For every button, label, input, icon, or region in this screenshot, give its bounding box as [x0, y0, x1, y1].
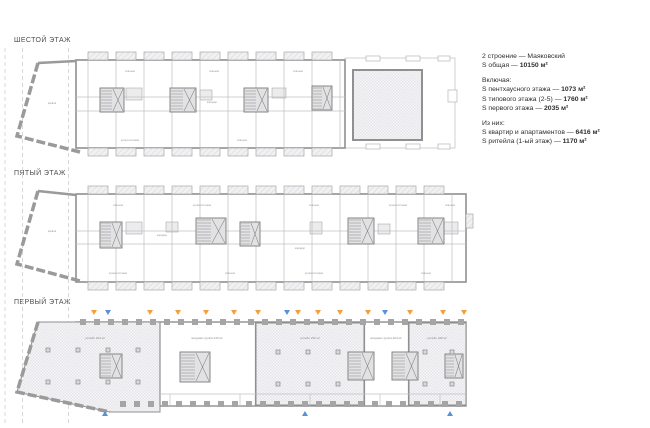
stair-flight — [101, 355, 111, 377]
room-label: кухня-гостиная — [304, 272, 324, 275]
balcony-bay — [424, 186, 444, 194]
balcony-bay — [284, 282, 304, 290]
column — [276, 382, 280, 386]
stair-flight — [181, 353, 195, 381]
column — [306, 382, 310, 386]
facade-pier — [316, 401, 322, 407]
annex-top-wall — [38, 61, 76, 63]
facade-pier — [416, 319, 422, 325]
info-line: S первого этажа — 2035 м² — [482, 104, 569, 112]
facade-pier — [260, 401, 266, 407]
balcony-bay — [228, 282, 248, 290]
balcony-bay — [228, 52, 248, 60]
floor5-annex-walls — [17, 191, 80, 281]
balcony-bay — [116, 186, 136, 194]
facade-pier — [444, 319, 450, 325]
facade-pier — [148, 401, 154, 407]
balcony-bay — [256, 52, 276, 60]
room-label: спальня — [237, 139, 247, 142]
entrance-marker-orange — [295, 310, 301, 315]
column — [106, 380, 110, 384]
info-line: S типового этажа (2-5) — 1760 м² — [482, 95, 588, 103]
room-label: коридор — [207, 101, 217, 104]
room-label: спальня — [113, 204, 123, 207]
balcony-bay — [424, 282, 444, 290]
column — [76, 348, 80, 352]
balcony-bay — [368, 186, 388, 194]
facade-pier — [190, 401, 196, 407]
entrance-marker-orange — [440, 310, 446, 315]
floor6-label: ШЕСТОЙ ЭТАЖ — [14, 37, 71, 44]
column — [276, 350, 280, 354]
balcony-bay — [88, 148, 108, 156]
facade-pier — [414, 401, 420, 407]
facade-pier — [372, 401, 378, 407]
facade-pier — [164, 319, 170, 325]
entrance-marker-blue — [105, 310, 111, 315]
facade-pier — [120, 401, 126, 407]
facade-pier — [330, 401, 336, 407]
facade-pier — [218, 401, 224, 407]
entrance-marker-orange — [175, 310, 181, 315]
room-label: кухня-гостиная — [108, 272, 128, 275]
entrance-marker-orange — [231, 310, 237, 315]
room-label: кухня-гостиная — [192, 204, 212, 207]
balcony-bay — [312, 52, 332, 60]
right-balcony — [466, 214, 473, 228]
entrance-marker-blue — [382, 310, 388, 315]
facade-pier — [402, 319, 408, 325]
facade-pier — [134, 401, 140, 407]
room-label: коридор — [157, 234, 167, 237]
facade-pier — [374, 319, 380, 325]
info-line: S пентхаусного этажа — 1073 м² — [482, 86, 586, 94]
column — [106, 348, 110, 352]
column — [336, 382, 340, 386]
info-line: Включая: — [482, 77, 512, 85]
facade-pier — [274, 401, 280, 407]
column — [336, 350, 340, 354]
balcony-bay — [88, 52, 108, 60]
stair-flight — [349, 353, 361, 379]
balcony-bay — [200, 148, 220, 156]
room-label: спальня — [309, 204, 319, 207]
room-label: спальня — [125, 70, 135, 73]
room-label: спальня — [421, 272, 431, 275]
balcony-bay — [116, 282, 136, 290]
column — [450, 382, 454, 386]
facade-pier — [302, 401, 308, 407]
facade-pier — [136, 319, 142, 325]
info-line: S общая — 10150 м² — [482, 62, 548, 70]
balcony-bay — [144, 186, 164, 194]
stair-flight — [171, 89, 183, 111]
facade-pier — [458, 319, 464, 325]
entrance-marker-orange — [337, 310, 343, 315]
balcony-bay — [88, 282, 108, 290]
balcony-bay — [312, 148, 332, 156]
facade-pier — [80, 319, 86, 325]
entrance-marker-orange — [91, 310, 97, 315]
balcony-bay — [312, 186, 332, 194]
room-label: спальня — [209, 70, 219, 73]
facade-pier — [150, 319, 156, 325]
facade-pier — [94, 319, 100, 325]
balcony-bay — [200, 52, 220, 60]
entrance-marker-orange — [315, 310, 321, 315]
balcony-bay — [116, 148, 136, 156]
facade-pier — [388, 319, 394, 325]
facade-pier — [204, 401, 210, 407]
facade-pier — [332, 319, 338, 325]
column — [306, 350, 310, 354]
facade-pier — [276, 319, 282, 325]
entrance-marker-blue — [302, 411, 308, 416]
facade-pier — [220, 319, 226, 325]
balcony-bay — [172, 148, 192, 156]
balcony-bay — [144, 148, 164, 156]
room-label: коридор — [295, 247, 305, 250]
room-label: ритейл 228 м² — [427, 336, 447, 340]
facade-pier — [304, 319, 310, 325]
facade-pier — [248, 319, 254, 325]
facade-pier — [178, 319, 184, 325]
floor5-outer-walls — [76, 194, 466, 282]
balcony-bay — [340, 282, 360, 290]
column — [46, 380, 50, 384]
facade-pier — [162, 401, 168, 407]
stair-flight — [419, 219, 431, 243]
balcony-bay — [284, 148, 304, 156]
facade-pier — [206, 319, 212, 325]
facade-pier — [122, 319, 128, 325]
floor1-label: ПЕРВЫЙ ЭТАЖ — [14, 299, 71, 306]
room-label: входная группа 215 м² — [191, 336, 223, 340]
balcony-bay — [172, 186, 192, 194]
facade-pier — [290, 319, 296, 325]
stair-flight — [241, 223, 250, 245]
annex-top-wall — [38, 191, 76, 195]
entrance-marker-orange — [365, 310, 371, 315]
entrance-marker-orange — [461, 310, 467, 315]
column — [423, 382, 427, 386]
entrance-marker-orange — [203, 310, 209, 315]
entrance-marker-orange — [255, 310, 261, 315]
facade-pier — [386, 401, 392, 407]
room-label: спальня — [293, 70, 303, 73]
column — [450, 350, 454, 354]
facade-pier — [176, 401, 182, 407]
room-label: спальня — [445, 204, 455, 207]
room-label: ритейл 230 м² — [300, 336, 320, 340]
facade-pier — [318, 319, 324, 325]
facade-pier — [234, 319, 240, 325]
column — [76, 380, 80, 384]
stair-flight — [101, 89, 112, 111]
facade-pier — [430, 319, 436, 325]
entrance-marker-blue — [284, 310, 290, 315]
column — [46, 348, 50, 352]
entrance-marker-orange — [147, 310, 153, 315]
room-label: входная группа 224 м² — [370, 336, 402, 340]
facade-pier — [428, 401, 434, 407]
facade-pier — [108, 319, 114, 325]
stair-flight — [349, 219, 361, 243]
balcony-bay — [88, 186, 108, 194]
floor6-terrace — [353, 70, 422, 140]
room-label: ритейл 204 м² — [85, 336, 105, 340]
room-label: спальня — [225, 272, 235, 275]
balcony-bay — [172, 52, 192, 60]
facade-pier — [358, 401, 364, 407]
info-line: S квартир и апартаментов — 6416 м² — [482, 129, 600, 137]
column — [136, 380, 140, 384]
room-label: кровля — [47, 102, 57, 105]
balcony-bay — [284, 186, 304, 194]
facade-pier — [192, 319, 198, 325]
facade-pier — [232, 401, 238, 407]
balcony-bay — [144, 282, 164, 290]
balcony-bay — [200, 282, 220, 290]
facade-pier — [456, 401, 462, 407]
balcony-bay — [228, 186, 248, 194]
room-label: кухня-гостиная — [388, 204, 408, 207]
stair-flight — [245, 89, 256, 111]
balcony-bay — [116, 52, 136, 60]
balcony-bay — [340, 186, 360, 194]
column — [136, 348, 140, 352]
floor6-plan — [17, 56, 457, 152]
balcony-bay — [172, 282, 192, 290]
entrance-marker-blue — [447, 411, 453, 416]
balcony-bay — [396, 282, 416, 290]
balcony-bay — [256, 186, 276, 194]
facade-pier — [246, 401, 252, 407]
balcony-bay — [200, 186, 220, 194]
facade-pier — [344, 401, 350, 407]
balcony-bay — [256, 148, 276, 156]
info-line: 2 строение — Маяковский — [482, 53, 565, 60]
info-line: Из них: — [482, 119, 505, 127]
room-label: кровля — [47, 230, 57, 233]
stair-flight — [313, 87, 322, 109]
stair-flight — [393, 353, 405, 379]
balcony-bay — [396, 186, 416, 194]
balcony-bay — [312, 282, 332, 290]
stair-flight — [101, 223, 111, 247]
facade-pier — [262, 319, 268, 325]
info-line: S ритейла (1-ый этаж) — 1170 м² — [482, 138, 587, 146]
balcony-bay — [144, 52, 164, 60]
facade-pier — [400, 401, 406, 407]
room-label: кухня-гостиная — [120, 139, 140, 142]
facade-pier — [442, 401, 448, 407]
column — [423, 350, 427, 354]
entrance-marker-orange — [407, 310, 413, 315]
facade-pier — [360, 319, 366, 325]
balcony-bay — [368, 282, 388, 290]
balcony-bay — [228, 148, 248, 156]
facade-pier — [288, 401, 294, 407]
stair-flight — [197, 219, 211, 243]
floor6-annex-walls — [17, 63, 80, 152]
balcony-bay — [284, 52, 304, 60]
balcony-bay — [256, 282, 276, 290]
facade-pier — [346, 319, 352, 325]
floor5-label: ПЯТЫЙ ЭТАЖ — [14, 170, 66, 177]
stair-flight — [446, 355, 454, 377]
